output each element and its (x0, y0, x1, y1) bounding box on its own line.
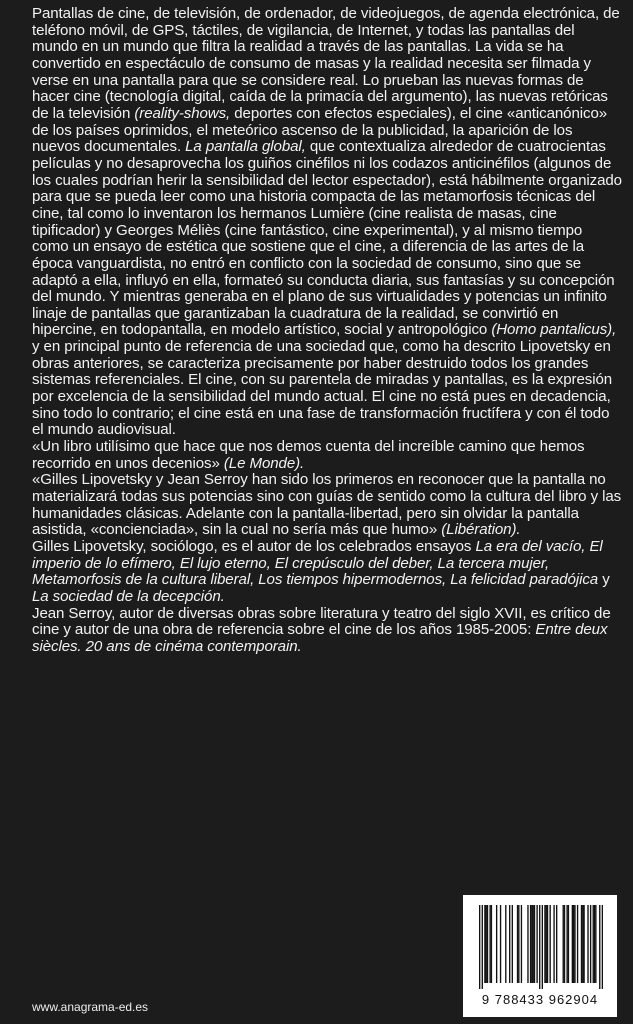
text-run: que contextualiza alrededor de cuatrocientas películas y no desaprovecha los guiños cinéfilos ni los codazos anticinéfilos (algunos de los cuales podrían herir la sensibilidad del lector espectador), está hábilmente organizado para que se pueda leer como una historia compacta de las metamorfosis técnicas del cine, tal como lo inventaron los hermanos Lumière (cine realista de masas, cine tipificador) y Georges Méliès (cine fantástico, cine experimental), y al mismo tiempo como un ensayo de estética que sostiene que el cine, a diferencia de las artes de la época vanguardista, no entró en conflicto con la sociedad de consumo, sino que se adaptó a ella, influyó en ella, formateó su conducta diaria, sus fantasías y su concepción del mundo. Y mientras generaba en el plano de sus virtualidades y potencias un infinito linaje de pantallas que garantizaban la cuadratura de la realidad, se convirtió en hipercine, en todopantalla, en modelo artístico, social y antropológico (32, 138, 622, 339)
barcode-bar (518, 905, 519, 983)
barcode-bar (534, 905, 535, 983)
barcode-bar (517, 905, 518, 983)
barcode-bar (574, 905, 575, 983)
barcode-bar (581, 905, 582, 983)
barcode-bar (491, 905, 492, 983)
barcode-bars (479, 905, 603, 989)
barcode-bar (572, 905, 573, 983)
barcode-bar (568, 905, 569, 983)
barcode-bar (590, 905, 591, 983)
italic-text: La sociedad de la decepción. (32, 587, 225, 605)
italic-text: (Le Monde). (223, 454, 305, 472)
barcode-bar (512, 905, 513, 983)
italic-text: (reality-shows, (134, 104, 231, 122)
barcode-bar (486, 905, 487, 983)
barcode-bar (593, 905, 594, 983)
paragraph (32, 539, 622, 606)
barcode-bar (479, 905, 480, 989)
barcode-bar (482, 905, 483, 989)
italic-text: (Homo pantalicus), (491, 321, 617, 339)
barcode-bar (549, 905, 550, 983)
italic-text: La pantalla global, (185, 138, 306, 156)
text-run: deportes con efectos especiales), el cine «anticanónico» de los países oprimidos, el meteórico ascenso de la publicidad, la aparición de los nuevos documentales. (32, 104, 608, 156)
isbn-number: 9 788433 962904 (481, 992, 599, 1007)
barcode-bar (563, 905, 564, 983)
barcode-bar (595, 905, 596, 983)
barcode-bar (573, 905, 574, 983)
paragraph (32, 472, 622, 539)
barcode-bar (566, 905, 567, 983)
barcode-bar (583, 905, 584, 983)
text-run: «Un libro utilísimo que hace que nos demos cuenta del increíble camino que hemos recorrido en unos decenios» (32, 438, 585, 472)
barcode-bar (505, 905, 506, 983)
italic-text: (Libération). (441, 521, 521, 539)
publisher-website: www.anagrama-ed.es (32, 1000, 149, 1014)
barcode-bar (587, 905, 588, 983)
barcode-bar (484, 905, 485, 983)
barcode-bar (527, 905, 528, 983)
paragraph (32, 6, 622, 439)
barcode-bar (602, 905, 603, 989)
barcode (463, 895, 617, 1017)
barcode-bar (539, 905, 540, 989)
barcode-bar (500, 905, 501, 983)
text-run: y en principal punto de referencia de una sociedad que, como ha descrito Lipovetsky en obras anteriores, se caracteriza precisamente por haber destruido todos los grandes sistemas referenciales. El cine, con su parentela de miradas y pantallas, es la expresión por excelencia de la sensibilidad del mundo actual. El cine no está pues en decadencia, sino todo lo contrario; el cine está en una fase de transformación fructífera y con él todo el mundo audiovisual. (32, 338, 613, 439)
barcode-bar (489, 905, 490, 983)
barcode-bar (594, 905, 595, 983)
text-run: Pantallas de cine, de televisión, de ordenador, de videojuegos, de agenda electrónica, de teléfono móvil, de GPS, táctiles, de vigilancia, de Internet, y todas las pantallas del mundo en un mundo que filtra la realidad a través de las pantallas. La vida se ha convertido en espectáculo de consumo de masas y la realidad necesita ser filmada y verse en una pantalla para que se considere real. Lo prueban las nuevas formas de hacer cine (tecnología digital, caída de la primacía del argumento), las nuevas retóricas de la televisión (32, 5, 620, 122)
barcode-bar (542, 905, 543, 989)
text-run: Jean Serroy, autor de diversas obras sobre literatura y teatro del siglo XVII, es crítico de cine y autor de una obra de referencia sobre el cine de los años 1985-2005: (32, 604, 611, 639)
text-run: y (598, 571, 610, 589)
italic-text: La era del vacío, El imperio de lo efímero, El lujo eterno, El crepúsculo del deber, La tercera mujer, Metamorfosis de la cultura liberal, Los tiempos hipermodernos, La felicidad paradójica (32, 538, 603, 589)
text-run: Gilles Lipovetsky, sociólogo, es el autor de los celebrados ensayos (32, 538, 476, 555)
barcode-bar (564, 905, 565, 983)
text-run: «Gilles Lipovetsky y Jean Serroy han sido los primeros en reconocer que la pantalla no materializará todas sus potencias sino con guías de sentido como la cultura del libro y las humanidades clásicas. Adelante con la pantalla-libertad, pero sin olvidar la pantalla asistida, «concienciada», sin la cual no sería más que humo» (32, 471, 622, 539)
barcode-bar (544, 905, 545, 983)
barcode-bar (577, 905, 578, 983)
paragraph (32, 606, 622, 656)
barcode-bar (509, 905, 510, 983)
barcode-bar (496, 905, 497, 983)
barcode-bar (556, 905, 557, 983)
barcode-bar (531, 905, 532, 983)
paragraph (32, 439, 622, 472)
barcode-bar (536, 905, 537, 983)
barcode-bar (582, 905, 583, 983)
barcode-bar (533, 905, 534, 983)
blurb-text (32, 6, 622, 656)
barcode-bar (487, 905, 488, 983)
barcode-bar (553, 905, 554, 983)
barcode-bar (547, 905, 548, 983)
barcode-bar (599, 905, 600, 989)
barcode-bar (521, 905, 522, 983)
italic-text: Entre deux siècles. 20 ans de cinéma contemporain. (32, 621, 608, 655)
barcode-bar (530, 905, 531, 983)
barcode-bar (546, 905, 547, 983)
